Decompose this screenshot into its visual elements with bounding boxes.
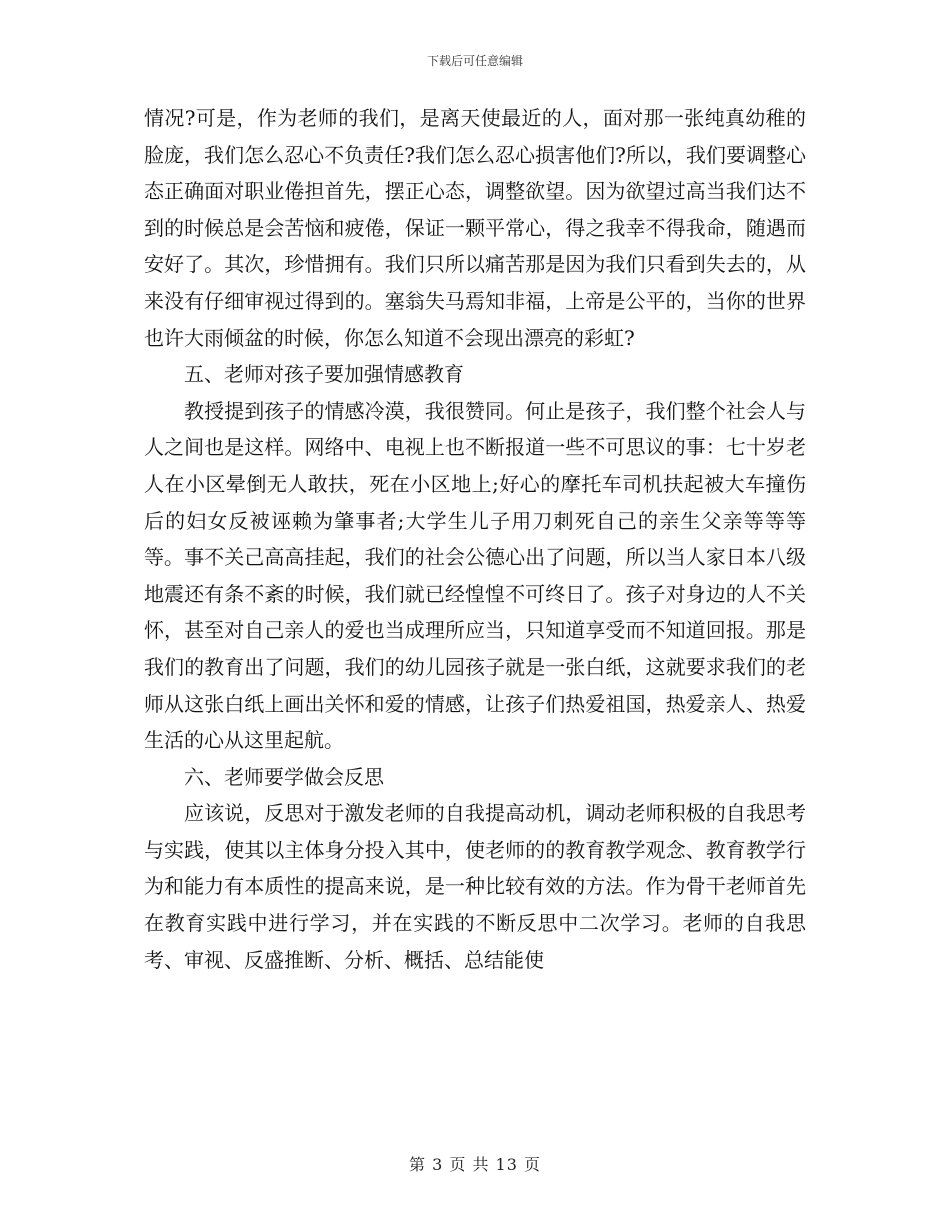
page-footer: 第 3 页 共 13 页 (409, 1155, 541, 1174)
page-header: 下载后可任意编辑 (426, 54, 523, 68)
paragraph-3: 应该说，反思对于激发老师的自我提高动机，调动老师积极的自我思考与实践，使其以主体身分投入其中，使老师的的教育教学观念、教育教学行为和能力有本质性的提高来说，是一种比较有效的方法。作为骨干老师首先在教育实践中进行学习，并在实践的不断反思中二次学习。老师的自我思考、审视、反盛推断、分析、概括、总结能使 (144, 801, 806, 972)
section-heading-6: 六、老师要学做会反思 (184, 764, 384, 789)
document-body (144, 100, 806, 978)
paragraph-2: 教授提到孩子的情感冷漠，我很赞同。何止是孩子，我们整个社会人与人之间也是这样。网络中、电视上也不断报道一些不可思议的事：七十岁老人在小区晕倒无人敢扶，死在小区地上;好心的摩托车司机扶起被大车撞伤后的妇女反被诬赖为肇事者;大学生儿子用刀刺死自己的亲生父亲等等等等。事不关己高高挂起，我们的社会公德心出了问题，所以当人家日本八级地震还有条不紊的时候，我们就已经惶惶不可终日了。孩子对身边的人不关怀，甚至对自己亲人的爱也当成理所应当，只知道享受而不知道回报。那是我们的教育出了问题，我们的幼儿园孩子就是一张白纸，这就要求我们的老师从这张白纸上画出关怀和爱的情感，让孩子们热爱祖国，热爱亲人、热爱生活的心从这里起航。 (144, 398, 806, 753)
paragraph-1: 情况?可是，作为老师的我们，是离天使最近的人，面对那一张纯真幼稚的脸庞，我们怎么忍心不负责任?我们怎么忍心损害他们?所以，我们要调整心态正确面对职业倦担首先，摆正心态，调整欲望。因为欲望过高当我们达不到的时候总是会苦恼和疲倦，保证一颗平常心，得之我幸不得我命，随遇而安好了。其次，珍惜拥有。我们只所以痛苦那是因为我们只看到失去的，从来没有仔细审视过得到的。塞翁失马焉知非福，上帝是公平的，当你的世界也许大雨倾盆的时候，你怎么知道不会现出漂亮的彩虹? (144, 106, 806, 350)
section-heading-5: 五、老师对孩子要加强情感教育 (184, 362, 464, 387)
